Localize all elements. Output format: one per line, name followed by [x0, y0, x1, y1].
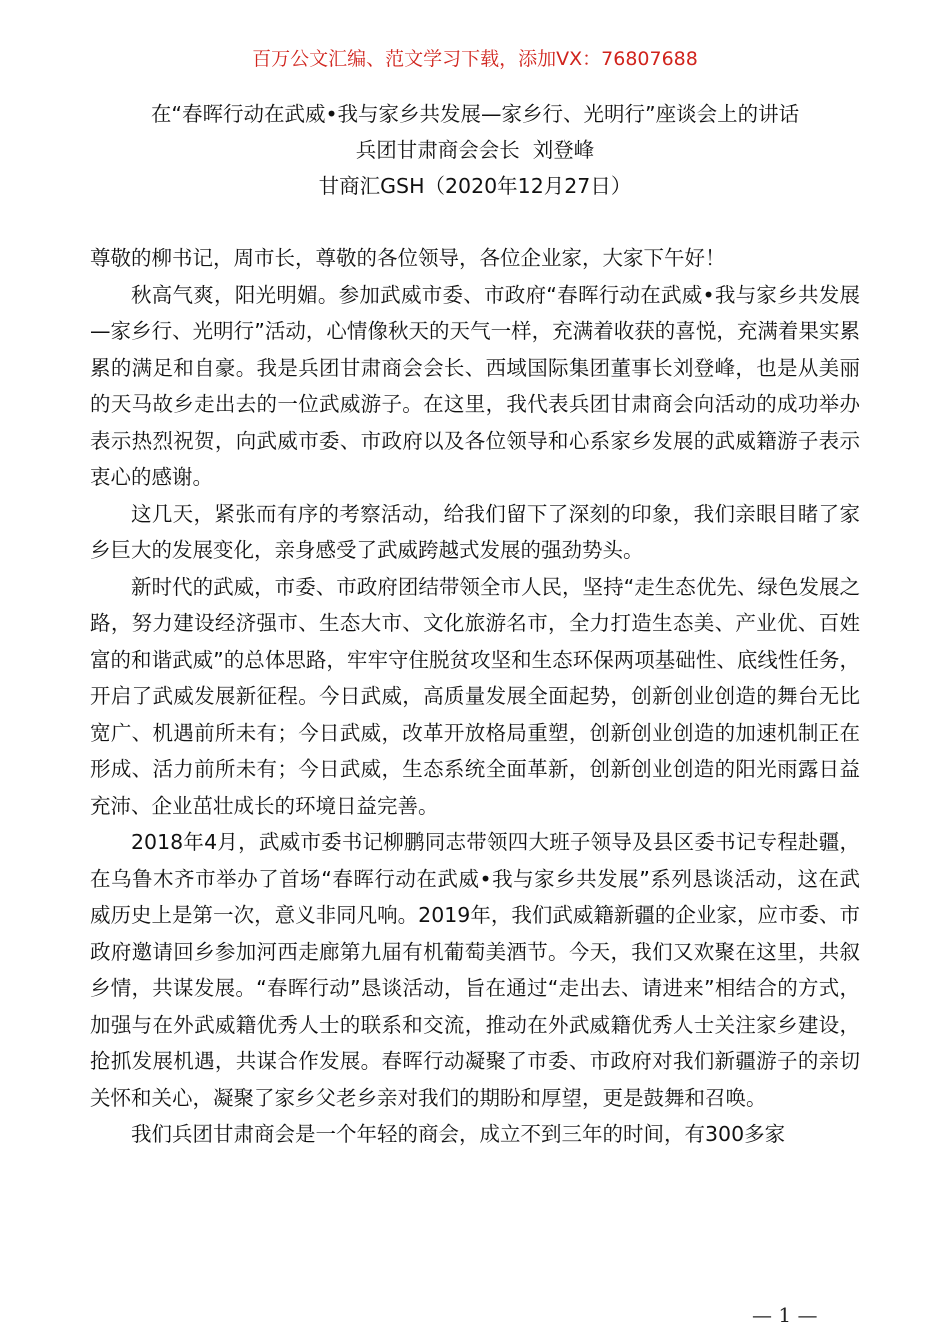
body-paragraph: 2018年4月，武威市委书记柳鹏同志带领四大班子领导及县区委书记专程赴疆，在乌鲁木齐市举办了首场“春晖行动在武威•我与家乡共发展”系列恳谈活动，这在武威历史上是第一次，意义非同凡响。2019年，我们武威籍新疆的企业家，应市委、市政府邀请回乡参加河西走廊第九届有机葡萄美酒节。今天，我们又欢聚在这里，共叙乡情，共谋发展。“春晖行动”恳谈活动，旨在通过“走出去、请进来”相结合的方式，加强与在外武威籍优秀人士的联系和交流，推动在外武威籍优秀人士关注家乡建设，抢抓发展机遇，共谋合作发展。春晖行动凝聚了市委、市政府对我们新疆游子的亲切关怀和关心，凝聚了家乡父老乡亲对我们的期盼和厚望，更是鼓舞和召唤。	[90, 830, 860, 1110]
body-paragraph: 新时代的武威，市委、市政府团结带领全市人民，坚持“走生态优先、绿色发展之路，努力建设经济强市、生态大市、文化旅游名市，全力打造生态美、产业优、百姓富的和谐武威”的总体思路，牢牢守住脱贫攻坚和生态环保两项基础性、底线性任务，开启了武威发展新征程。今日武威，高质量发展全面起势，创新创业创造的舞台无比宽广、机遇前所未有；今日武威，改革开放格局重塑，创新创业创造的加速机制正在形成、活力前所未有；今日武威，生态系统全面革新，创新创业创造的阳光雨露日益充沛、企业茁壮成长的环境日益完善。	[90, 574, 860, 818]
speech-title: 在“春晖行动在武威•我与家乡共发展—家乡行、光明行”座谈会上的讲话	[150, 102, 800, 126]
body-paragraph: 我们兵团甘肃商会是一个年轻的商会，成立不到三年的时间，有300多家	[131, 1122, 786, 1146]
download-banner: 百万公文汇编、范文学习下载，添加VX：76807688	[252, 48, 698, 70]
document-title	[0, 96, 950, 204]
speaker-line: 兵团甘肃商会会长 刘登峰	[355, 138, 595, 162]
body-paragraph: 这几天，紧张而有序的考察活动，给我们留下了深刻的印象，我们亲眼目睹了家乡巨大的发展变化，亲身感受了武威跨越式发展的强劲势头。	[90, 501, 860, 562]
page-number: — 1 —	[752, 1303, 818, 1327]
speech-body	[90, 240, 860, 1153]
body-paragraph: 秋高气爽，阳光明媚。参加武威市委、市政府“春晖行动在武威•我与家乡共发展—家乡行、光明行”活动，心情像秋天的天气一样，充满着收获的喜悦，充满着果实累累的满足和自豪。我是兵团甘肃商会会长、西域国际集团董事长刘登峰，也是从美丽的天马故乡走出去的一位武威游子。在这里，我代表兵团甘肃商会向活动的成功举办表示热烈祝贺，向武威市委、市政府以及各位领导和心系家乡发展的武威籍游子表示衷心的感谢。	[90, 282, 860, 489]
source-date-line: 甘商汇GSH（2020年12月27日）	[318, 174, 632, 198]
greeting-paragraph: 尊敬的柳书记，周市长，尊敬的各位领导，各位企业家，大家下午好！	[90, 246, 726, 270]
